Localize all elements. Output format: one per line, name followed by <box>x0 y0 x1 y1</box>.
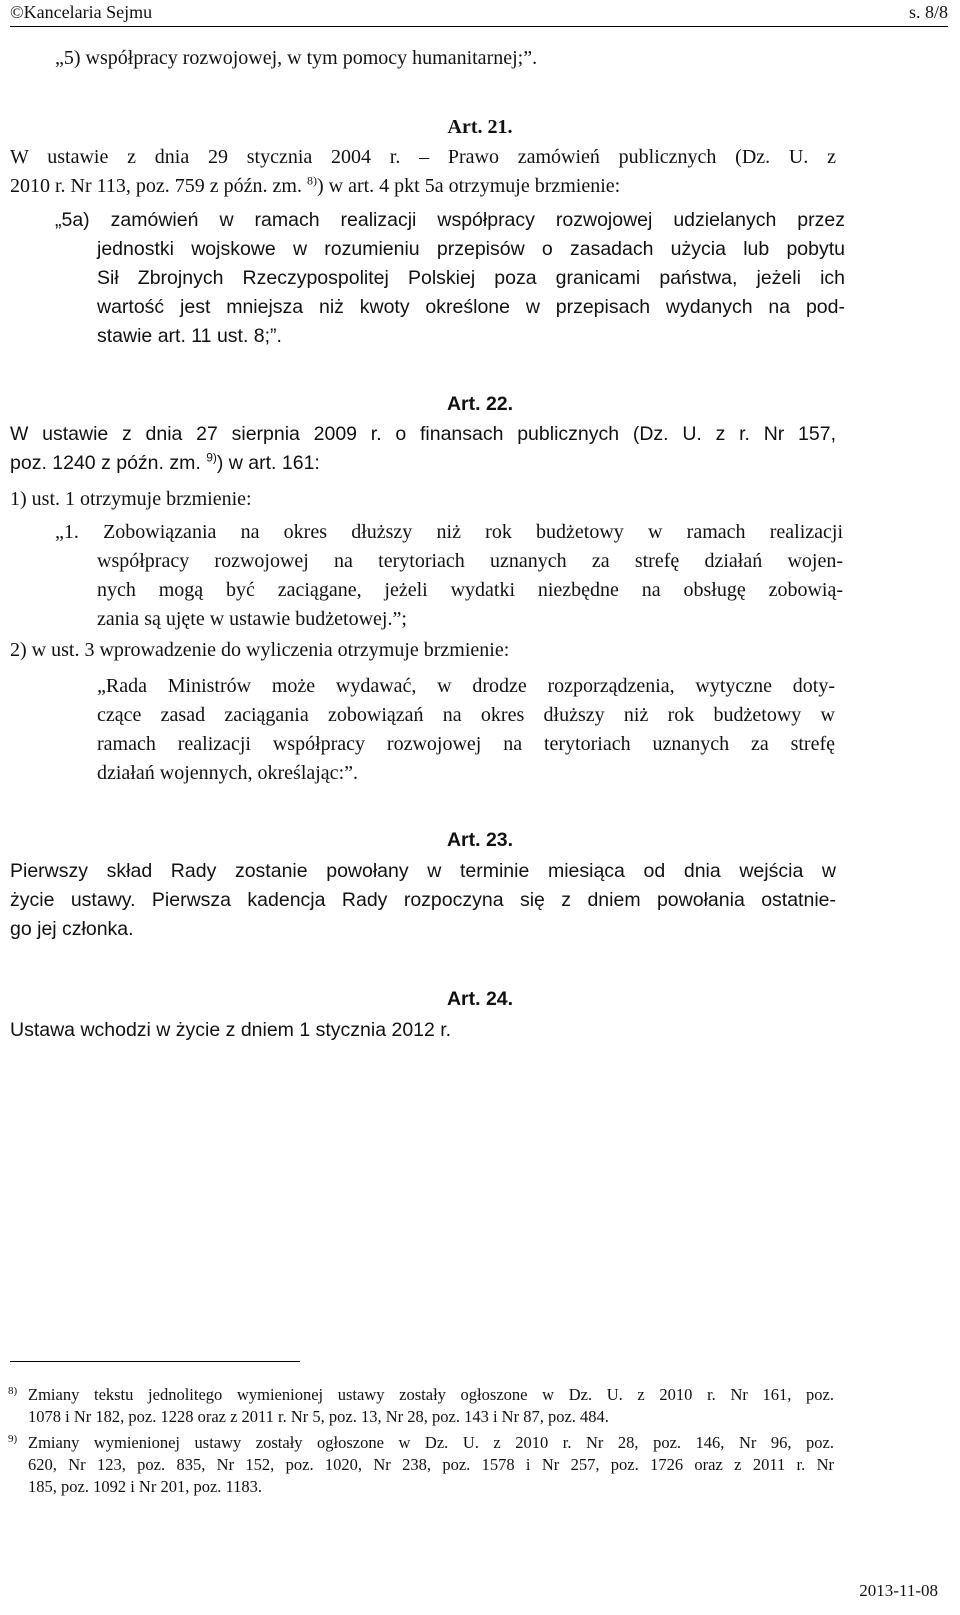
art-21-quote-line: Sił Zbrojnych Rzeczypospolitej Polskiej poza granicami państwa, jeżeli ich <box>97 267 845 289</box>
footnote-mark: 8) <box>8 1385 18 1397</box>
footnote-line: Zmiany wymienionej ustawy zostały ogłoszone w Dz. U. z 2010 r. Nr 28, poz. 146, Nr 96, poz. <box>28 1433 834 1452</box>
art-21-quote-line: jednostki wojskowe w rozumieniu przepisów o zasadach użycia lub pobytu <box>97 238 845 260</box>
art-22-quote-1-line: zania są ujęte w ustawie budżetowej.”; <box>97 608 407 630</box>
art-21-intro <box>10 143 836 201</box>
art-22-quote-2-line: „Rada Ministrów może wydawać, w drodze rozporządzenia, wytyczne doty- <box>97 675 835 697</box>
art-22-quote-2 <box>97 672 835 788</box>
art-22-point-2: 2) w ust. 3 wprowadzenie do wyliczenia otrzymuje brzmienie: <box>10 639 510 661</box>
art-21-quote <box>55 206 845 351</box>
art-24-heading: Art. 24. <box>446 988 514 1010</box>
art-24-text: Ustawa wchodzi w życie z dniem 1 stycznia 2012 r. <box>10 1019 452 1041</box>
footnote-ref-9: 9) <box>206 450 217 465</box>
art-21-heading: Art. 21. <box>447 116 513 138</box>
page-number: s. 8/8 <box>908 2 948 22</box>
art-23-heading: Art. 23. <box>446 829 514 851</box>
footnote-mark: 9) <box>8 1433 18 1445</box>
art-22-intro-line-1: W ustawie z dnia 27 sierpnia 2009 r. o finansach publicznych (Dz. U. z r. Nr 157, <box>10 423 836 445</box>
footnote-line: 185, poz. 1092 i Nr 201, poz. 1183. <box>28 1477 263 1496</box>
art-23-line: Pierwszy skład Rady zostanie powołany w terminie miesiąca od dnia wejścia w <box>10 860 836 882</box>
art-21-intro-line-2: 2010 r. Nr 113, poz. 759 z późn. zm. $^{8)}$) w art. 4 pkt 5a otrzymuje brzmienie: <box>10 173 621 197</box>
art-21-quote-line: „5a) zamówień w ramach realizacji współpracy rozwojowej udzielanych przez <box>55 209 845 231</box>
art-22-heading: Art. 22. <box>446 393 514 415</box>
art-23-line: go jej członka. <box>10 918 134 940</box>
art-22-quote-2-line: ramach realizacji współpracy rozwojowej na terytoriach uznanych za strefę <box>97 733 835 755</box>
art-21-quote-line: stawie art. 11 ust. 8;”. <box>97 325 282 347</box>
footnote-line: Zmiany tekstu jednolitego wymienionej ustawy zostały ogłoszone w Dz. U. z 2010 r. Nr 161, poz. <box>28 1385 834 1404</box>
art-22-quote-2-line: czące zasad zaciągania zobowiązań na okres dłuższy niż rok budżetowy w <box>97 704 835 726</box>
art-22-quote-1-line: „1. Zobowiązania na okres dłuższy niż rok budżetowy w ramach realizacji <box>55 521 843 543</box>
art-22-quote-1-line: nych mogą być zaciągane, jeżeli wydatki niezbędne na obsługę zobowią- <box>97 579 843 601</box>
art-22-quote-1-line: współpracy rozwojowej na terytoriach uznanych za strefę działań wojen- <box>97 550 843 572</box>
art-22-point-1: 1) ust. 1 otrzymuje brzmienie: <box>10 488 252 510</box>
item-5-text: „5) współpracy rozwojowej, w tym pomocy humanitarnej;”. <box>55 47 538 69</box>
footnote-line: 1078 i Nr 182, poz. 1228 oraz z 2011 r. Nr 5, poz. 13, Nr 28, poz. 143 i Nr 87, poz. 484. <box>28 1407 609 1426</box>
art-23-line: życie ustawy. Pierwsza kadencja Rady rozpoczyna się z dniem powołania ostatnie- <box>10 889 836 911</box>
footnote-8 <box>8 1384 834 1428</box>
footnote-line: 620, Nr 123, poz. 835, Nr 152, poz. 1020, Nr 238, poz. 1578 i Nr 257, poz. 1726 oraz z 2011 r. Nr <box>28 1455 834 1474</box>
footnote-9 <box>8 1432 834 1498</box>
art-22-quote-1 <box>55 518 843 634</box>
page-header <box>10 0 948 27</box>
art-21-quote-line: wartość jest mniejsza niż kwoty określone w przepisach wydanych na pod- <box>97 296 845 318</box>
art-21-intro-line-1: W ustawie z dnia 29 stycznia 2004 r. – Prawo zamówień publicznych (Dz. U. z <box>10 146 836 168</box>
art-22-quote-2-line: działań wojennych, określając:”. <box>97 762 358 784</box>
art-23-text <box>10 857 836 944</box>
art-22-intro-line-2: poz. 1240 z późn. zm. $^{9)}$) w art. 161: <box>10 450 320 474</box>
art-22-intro <box>10 420 836 478</box>
document-date: 2013-11-08 <box>859 1581 938 1600</box>
publisher-label: ©Kancelaria Sejmu <box>10 2 153 22</box>
footnote-ref-8: 8) <box>306 173 317 188</box>
footnote-separator <box>10 1361 300 1362</box>
